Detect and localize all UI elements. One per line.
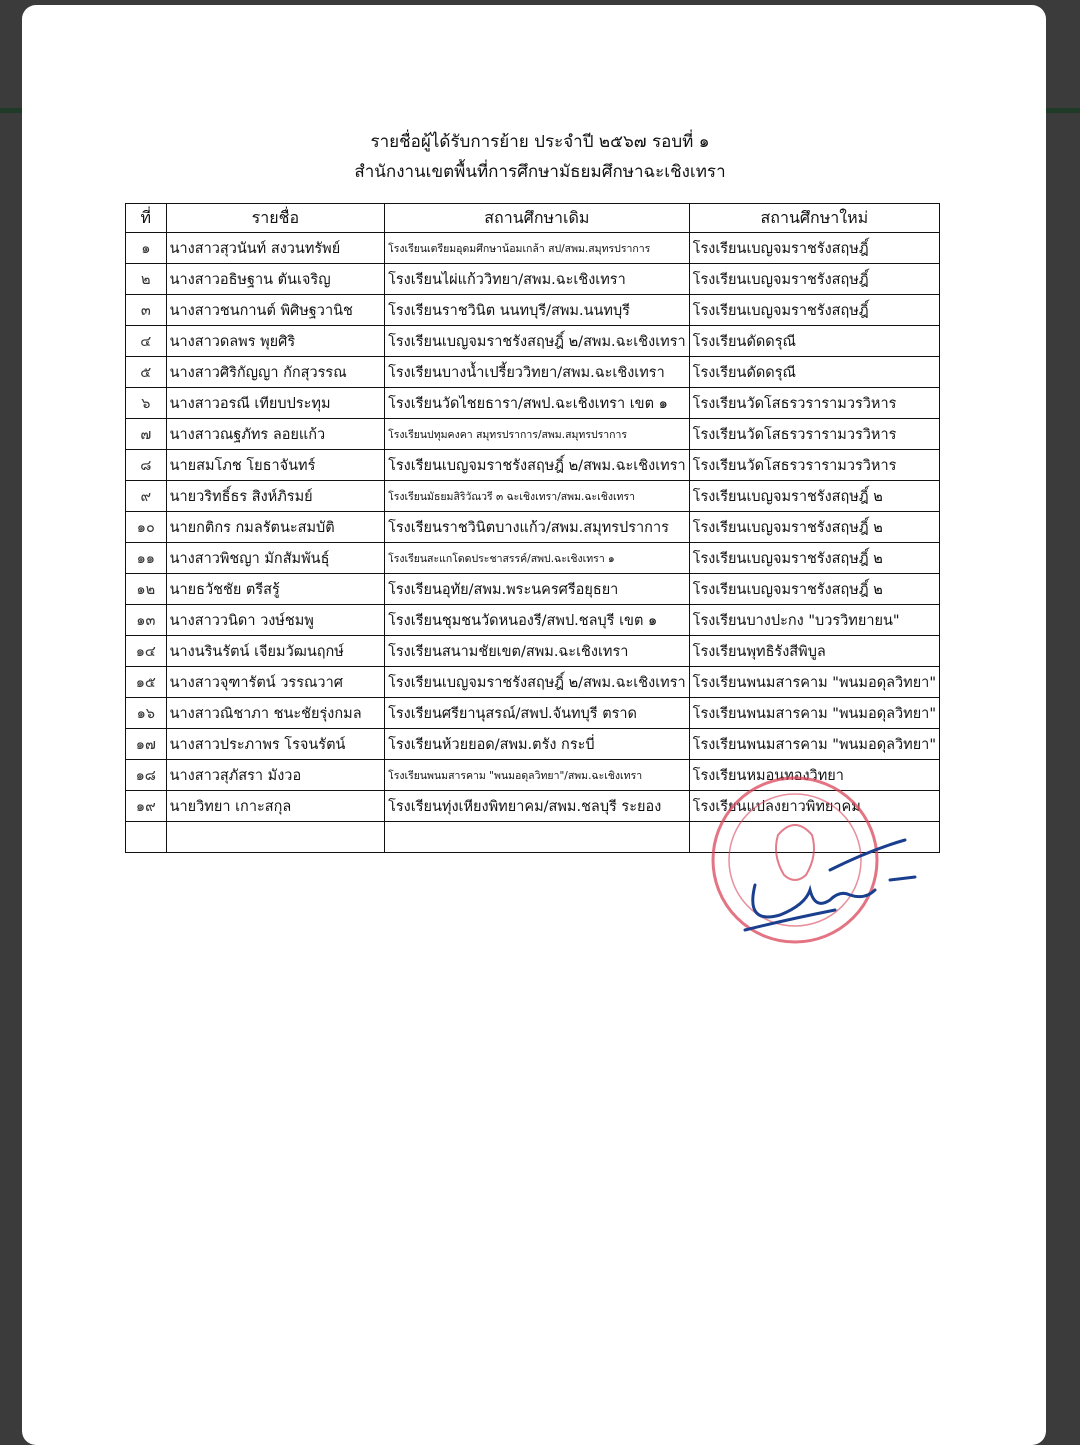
old-school: โรงเรียนทุ่งเหียงพิทยาคม/สพม.ชลบุรี ระยอง xyxy=(385,791,690,822)
new-school: โรงเรียนดัดดรุณี xyxy=(689,326,939,357)
table-row xyxy=(126,636,940,667)
person-name: นายวริทธิ์ธร สิงห์ภิรมย์ xyxy=(166,481,384,512)
table-header-row xyxy=(126,204,940,233)
table-row xyxy=(126,326,940,357)
old-school: โรงเรียนอุทัย/สพม.พระนครศรีอยุธยา xyxy=(385,574,690,605)
old-school: โรงเรียนปทุมคงคา สมุทรปราการ/สพม.สมุทรปราการ xyxy=(385,419,690,450)
old-school: โรงเรียนเบญจมราชรังสฤษฎิ์ ๒/สพม.ฉะเชิงเทรา xyxy=(385,450,690,481)
old-school: โรงเรียนสนามชัยเขต/สพม.ฉะเชิงเทรา xyxy=(385,636,690,667)
person-name: นายกติกร กมลรัตนะสมบัติ xyxy=(166,512,384,543)
transfer-table xyxy=(125,203,940,853)
table-row xyxy=(126,357,940,388)
table-row xyxy=(126,388,940,419)
person-name: นางสาวสุวนันท์ สงวนทรัพย์ xyxy=(166,233,384,264)
old-school: โรงเรียนราชวินิตบางแก้ว/สพม.สมุทรปราการ xyxy=(385,512,690,543)
row-number: ๘ xyxy=(126,450,167,481)
table-row xyxy=(126,512,940,543)
table-row xyxy=(126,419,940,450)
table-row xyxy=(126,295,940,326)
row-number: ๑๓ xyxy=(126,605,167,636)
document-subtitle: สำนักงานเขตพื้นที่การศึกษามัธยมศึกษาฉะเชิงเทรา xyxy=(354,162,726,182)
table-row xyxy=(126,574,940,605)
row-number: ๕ xyxy=(126,357,167,388)
row-number: ๔ xyxy=(126,326,167,357)
empty-cell xyxy=(166,822,384,853)
old-school: โรงเรียนพนมสารคาม "พนมอดุลวิทยา"/สพม.ฉะเชิงเทรา xyxy=(385,760,690,791)
person-name: นางสาวอธิษฐาน ตันเจริญ xyxy=(166,264,384,295)
person-name: นางสาวสุภัสรา มังวอ xyxy=(166,760,384,791)
row-number: ๗ xyxy=(126,419,167,450)
new-school: โรงเรียนเบญจมราชรังสฤษฎิ์ ๒ xyxy=(689,574,939,605)
table-row xyxy=(126,543,940,574)
new-school: โรงเรียนวัดโสธรวรารามวรวิหาร xyxy=(689,450,939,481)
row-number: ๑๙ xyxy=(126,791,167,822)
row-number: ๑๕ xyxy=(126,667,167,698)
person-name: นายธวัชชัย ตรีสรู้ xyxy=(166,574,384,605)
person-name: นางสาวพิชญา มักสัมพันธุ์ xyxy=(166,543,384,574)
person-name: นางสาวณฐภัทร ลอยแก้ว xyxy=(166,419,384,450)
person-name: นายสมโภช โยธาจันทร์ xyxy=(166,450,384,481)
old-school: โรงเรียนราชวินิต นนทบุรี/สพม.นนทบุรี xyxy=(385,295,690,326)
table-row xyxy=(126,698,940,729)
person-name: นางสาวจุฑารัตน์ วรรณวาศ xyxy=(166,667,384,698)
new-school: โรงเรียนพนมสารคาม "พนมอดุลวิทยา" xyxy=(689,698,939,729)
row-number: ๑ xyxy=(126,233,167,264)
person-name: นางสาวดลพร พุยศิริ xyxy=(166,326,384,357)
new-school: โรงเรียนเบญจมราชรังสฤษฎิ์ xyxy=(689,264,939,295)
row-number: ๑๒ xyxy=(126,574,167,605)
header-name: รายชื่อ xyxy=(166,204,384,233)
person-name: นางสาวศิริกัญญา กักสุวรรณ xyxy=(166,357,384,388)
document-title: รายชื่อผู้ได้รับการย้าย ประจำปี ๒๕๖๗ รอบที่ ๑ xyxy=(370,132,710,152)
table-row xyxy=(126,729,940,760)
new-school: โรงเรียนหมอนทองวิทยา xyxy=(689,760,939,791)
old-school: โรงเรียนเตรียมอุดมศึกษาน้อมเกล้า สป/สพม.สมุทรปราการ xyxy=(385,233,690,264)
row-number: ๑๗ xyxy=(126,729,167,760)
new-school: โรงเรียนแปลงยาวพิทยาคม xyxy=(689,791,939,822)
new-school: โรงเรียนพนมสารคาม "พนมอดุลวิทยา" xyxy=(689,729,939,760)
new-school: โรงเรียนเบญจมราชรังสฤษฎิ์ ๒ xyxy=(689,481,939,512)
old-school: โรงเรียนชุมชนวัดหนองรี/สพป.ชลบุรี เขต ๑ xyxy=(385,605,690,636)
header-old-school: สถานศึกษาเดิม xyxy=(385,204,690,233)
old-school: โรงเรียนบางน้ำเปรี้ยววิทยา/สพม.ฉะเชิงเทรา xyxy=(385,357,690,388)
person-name: นางสาวชนกานต์ พิศิษฐวานิช xyxy=(166,295,384,326)
table-row xyxy=(126,481,940,512)
row-number: ๓ xyxy=(126,295,167,326)
new-school: โรงเรียนวัดโสธรวรารามวรวิหาร xyxy=(689,419,939,450)
new-school: โรงเรียนวัดโสธรวรารามวรวิหาร xyxy=(689,388,939,419)
empty-cell xyxy=(385,822,690,853)
person-name: นางสาวณิชาภา ชนะชัยรุ่งกมล xyxy=(166,698,384,729)
table-row xyxy=(126,264,940,295)
person-name: นางสาววนิดา วงษ์ชมพู xyxy=(166,605,384,636)
new-school: โรงเรียนเบญจมราชรังสฤษฎิ์ ๒ xyxy=(689,543,939,574)
official-seal-stamp xyxy=(690,775,940,945)
row-number: ๑๑ xyxy=(126,543,167,574)
row-number: ๑๘ xyxy=(126,760,167,791)
row-number: ๖ xyxy=(126,388,167,419)
old-school: โรงเรียนห้วยยอด/สพม.ตรัง กระบี่ xyxy=(385,729,690,760)
old-school: โรงเรียนไผ่แก้ววิทยา/สพม.ฉะเชิงเทรา xyxy=(385,264,690,295)
new-school: โรงเรียนเบญจมราชรังสฤษฎิ์ xyxy=(689,295,939,326)
old-school: โรงเรียนมัธยมสิริวัณวรี ๓ ฉะเชิงเทรา/สพม.ฉะเชิงเทรา xyxy=(385,481,690,512)
old-school: โรงเรียนเบญจมราชรังสฤษฎิ์ ๒/สพม.ฉะเชิงเทรา xyxy=(385,326,690,357)
new-school: โรงเรียนเบญจมราชรังสฤษฎิ์ xyxy=(689,233,939,264)
old-school: โรงเรียนเบญจมราชรังสฤษฎิ์ ๒/สพม.ฉะเชิงเทรา xyxy=(385,667,690,698)
table-row xyxy=(126,450,940,481)
row-number: ๑๔ xyxy=(126,636,167,667)
new-school: โรงเรียนดัดดรุณี xyxy=(689,357,939,388)
person-name: นางสาวประภาพร โรจนรัตน์ xyxy=(166,729,384,760)
old-school: โรงเรียนศรียานุสรณ์/สพป.จันทบุรี ตราด xyxy=(385,698,690,729)
new-school: โรงเรียนเบญจมราชรังสฤษฎิ์ ๒ xyxy=(689,512,939,543)
person-name: นายวิทยา เกาะสกุล xyxy=(166,791,384,822)
new-school: โรงเรียนพุทธิรังสีพิบูล xyxy=(689,636,939,667)
row-number: ๙ xyxy=(126,481,167,512)
row-number: ๑๖ xyxy=(126,698,167,729)
new-school: โรงเรียนบางปะกง "บวรวิทยายน" xyxy=(689,605,939,636)
table-row xyxy=(126,605,940,636)
header-no: ที่ xyxy=(126,204,167,233)
person-name: นางนรินรัตน์ เจียมวัฒนฤกษ์ xyxy=(166,636,384,667)
row-number: ๑๐ xyxy=(126,512,167,543)
person-name: นางสาวอรณี เทียบประทุม xyxy=(166,388,384,419)
old-school: โรงเรียนสะแกโดดประชาสรรค์/สพป.ฉะเชิงเทรา ๑ xyxy=(385,543,690,574)
header-new-school: สถานศึกษาใหม่ xyxy=(689,204,939,233)
empty-cell xyxy=(126,822,167,853)
table-row xyxy=(126,667,940,698)
new-school: โรงเรียนพนมสารคาม "พนมอดุลวิทยา" xyxy=(689,667,939,698)
old-school: โรงเรียนวัดไชยธารา/สพป.ฉะเชิงเทรา เขต ๑ xyxy=(385,388,690,419)
table-row xyxy=(126,233,940,264)
row-number: ๒ xyxy=(126,264,167,295)
